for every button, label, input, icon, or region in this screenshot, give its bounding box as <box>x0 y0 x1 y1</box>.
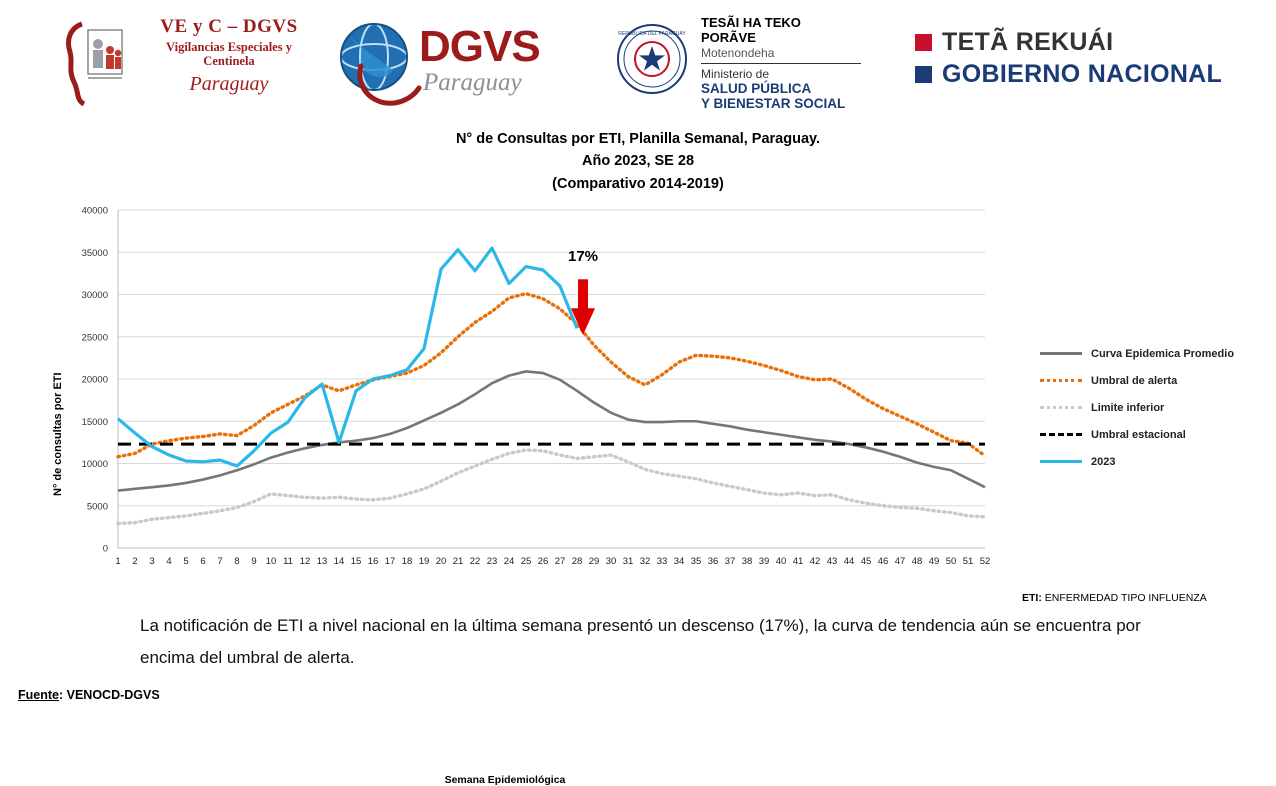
svg-text:7: 7 <box>217 556 223 567</box>
svg-text:28: 28 <box>571 556 583 567</box>
svg-text:24: 24 <box>503 556 515 567</box>
svg-text:36: 36 <box>707 556 719 567</box>
ministerio-line2: PORÃVE <box>701 29 756 45</box>
svg-text:30000: 30000 <box>81 290 108 301</box>
svg-text:40: 40 <box>775 556 787 567</box>
svg-text:44: 44 <box>843 556 855 567</box>
logo-ve-country: Paraguay <box>189 72 269 95</box>
legend-swatch-icon <box>1040 429 1082 441</box>
republic-seal-icon <box>615 22 689 96</box>
logo-ve-sub2: Centinela <box>203 54 255 69</box>
svg-text:29: 29 <box>588 556 600 567</box>
svg-text:3: 3 <box>149 556 155 567</box>
blue-square-icon <box>915 66 932 83</box>
ve-c-figure-icon <box>62 20 142 108</box>
source-label: Fuente <box>18 688 59 702</box>
chart-title-line2: Año 2023, SE 28 <box>581 153 695 170</box>
summary-text: La notificación de ETI a nivel nacional en la última semana presentó un descenso (17%), la curva de tendencia aún se encuentra por encima del umbral de alerta. <box>140 616 1141 668</box>
legend-swatch-icon <box>1040 348 1082 360</box>
svg-text:34: 34 <box>673 556 685 567</box>
svg-text:15: 15 <box>350 556 362 567</box>
svg-text:20000: 20000 <box>81 374 108 386</box>
svg-text:42: 42 <box>809 556 821 567</box>
svg-text:25: 25 <box>520 556 532 567</box>
svg-text:40000: 40000 <box>81 205 108 217</box>
ministerio-line3: Motenondeha <box>701 45 775 60</box>
svg-text:32: 32 <box>639 556 651 567</box>
svg-text:18: 18 <box>401 556 413 567</box>
svg-text:20: 20 <box>435 556 447 567</box>
svg-text:35000: 35000 <box>81 247 108 259</box>
svg-text:39: 39 <box>758 556 770 567</box>
svg-text:0: 0 <box>102 543 108 555</box>
eti-note <box>1022 592 1207 604</box>
svg-text:2: 2 <box>132 556 138 567</box>
svg-text:30: 30 <box>605 556 617 567</box>
ministerio-divider <box>701 63 861 64</box>
svg-text:15000: 15000 <box>81 416 108 428</box>
svg-text:4: 4 <box>166 556 172 567</box>
svg-text:6: 6 <box>200 556 206 567</box>
logo-dgvs-sub: Paraguay <box>423 69 522 96</box>
svg-text:49: 49 <box>928 556 940 567</box>
svg-text:19: 19 <box>418 556 430 567</box>
line-chart-plot <box>0 196 1030 586</box>
svg-text:47: 47 <box>894 556 906 567</box>
chart-title-line1: N° de Consultas por ETI, Planilla Semanal, Paraguay. <box>455 131 821 147</box>
gobierno-line1: TETÃ REKUÁI <box>942 28 1114 56</box>
svg-text:17: 17 <box>384 556 396 567</box>
paraguay-swoosh-icon <box>355 60 425 106</box>
legend-swatch-icon <box>1040 375 1082 387</box>
svg-text:10: 10 <box>265 556 277 567</box>
svg-text:8: 8 <box>234 556 240 567</box>
chart-legend <box>1040 340 1270 475</box>
svg-text:50: 50 <box>945 556 957 567</box>
legend-label: Curva Epidemica Promedio <box>1091 347 1235 360</box>
svg-text:23: 23 <box>486 556 498 567</box>
legend-item <box>1040 448 1270 475</box>
legend-label: Umbral de alerta <box>1091 374 1178 387</box>
ministerio-line4: Ministerio de <box>701 66 770 81</box>
svg-text:17%: 17% <box>567 247 599 265</box>
logo-ve-sub1: Vigilancias Especiales y <box>166 40 292 54</box>
svg-text:REPUBLICA DEL PARAGUAY: REPUBLICA DEL PARAGUAY <box>618 31 686 37</box>
logo-ministerio-salud <box>615 15 885 112</box>
svg-text:13: 13 <box>316 556 328 567</box>
svg-text:25000: 25000 <box>81 332 108 344</box>
svg-text:22: 22 <box>469 556 481 567</box>
legend-swatch-icon <box>1040 456 1082 468</box>
svg-text:10000: 10000 <box>81 459 108 470</box>
eti-note-prefix: ETI: <box>1022 592 1042 604</box>
ministerio-line1: TESÃI HA TEKO <box>701 15 801 30</box>
svg-text:12: 12 <box>299 556 311 567</box>
svg-text:26: 26 <box>537 556 549 567</box>
legend-label: 2023 <box>1091 455 1116 468</box>
svg-text:11: 11 <box>283 556 293 567</box>
chart-title <box>0 128 1276 195</box>
svg-text:45: 45 <box>860 556 872 567</box>
eti-note-text: ENFERMEDAD TIPO INFLUENZA <box>1041 592 1207 604</box>
gobierno-line2: GOBIERNO NACIONAL <box>942 60 1223 88</box>
logo-ve-title: VE y C – DGVS <box>160 16 298 37</box>
svg-text:31: 31 <box>622 556 634 567</box>
logo-dgvs-paraguay <box>335 14 580 109</box>
logo-ve-y-c-dgvs <box>62 12 312 112</box>
svg-text:14: 14 <box>333 556 345 567</box>
svg-text:21: 21 <box>452 556 464 567</box>
svg-text:1: 1 <box>115 556 121 567</box>
svg-text:51: 51 <box>962 556 974 567</box>
svg-text:5000: 5000 <box>86 501 108 513</box>
legend-swatch-icon <box>1040 402 1082 414</box>
svg-text:35: 35 <box>690 556 702 567</box>
svg-text:52: 52 <box>979 556 991 567</box>
svg-text:46: 46 <box>877 556 889 567</box>
svg-text:38: 38 <box>741 556 753 567</box>
red-square-icon <box>915 34 932 51</box>
svg-text:48: 48 <box>911 556 923 567</box>
ministerio-line6: Y BIENESTAR SOCIAL <box>701 96 846 112</box>
logo-dgvs-text: DGVS <box>419 22 540 71</box>
chart-title-line3: (Comparativo 2014-2019) <box>552 175 724 192</box>
logo-gobierno-nacional <box>915 28 1225 90</box>
svg-text:16: 16 <box>367 556 379 567</box>
ministerio-line5: SALUD PÚBLICA <box>701 80 812 96</box>
svg-text:41: 41 <box>792 556 804 567</box>
source-note <box>18 688 160 702</box>
header-logos <box>0 0 1276 118</box>
svg-text:9: 9 <box>251 556 257 567</box>
legend-label: Limite inferior <box>1091 401 1165 414</box>
svg-text:37: 37 <box>724 556 736 567</box>
legend-item <box>1040 340 1270 367</box>
svg-text:43: 43 <box>826 556 838 567</box>
y-axis-title: N° de consultas por ETI <box>52 372 64 496</box>
source-value: : VENOCD-DGVS <box>58 688 160 702</box>
x-axis-title: Semana Epidemiológica <box>444 774 566 786</box>
legend-item <box>1040 394 1270 421</box>
legend-label: Umbral estacional <box>1091 428 1186 441</box>
legend-item <box>1040 421 1270 448</box>
svg-text:5: 5 <box>183 556 189 567</box>
svg-text:33: 33 <box>656 556 668 567</box>
legend-item <box>1040 367 1270 394</box>
svg-text:27: 27 <box>554 556 566 567</box>
